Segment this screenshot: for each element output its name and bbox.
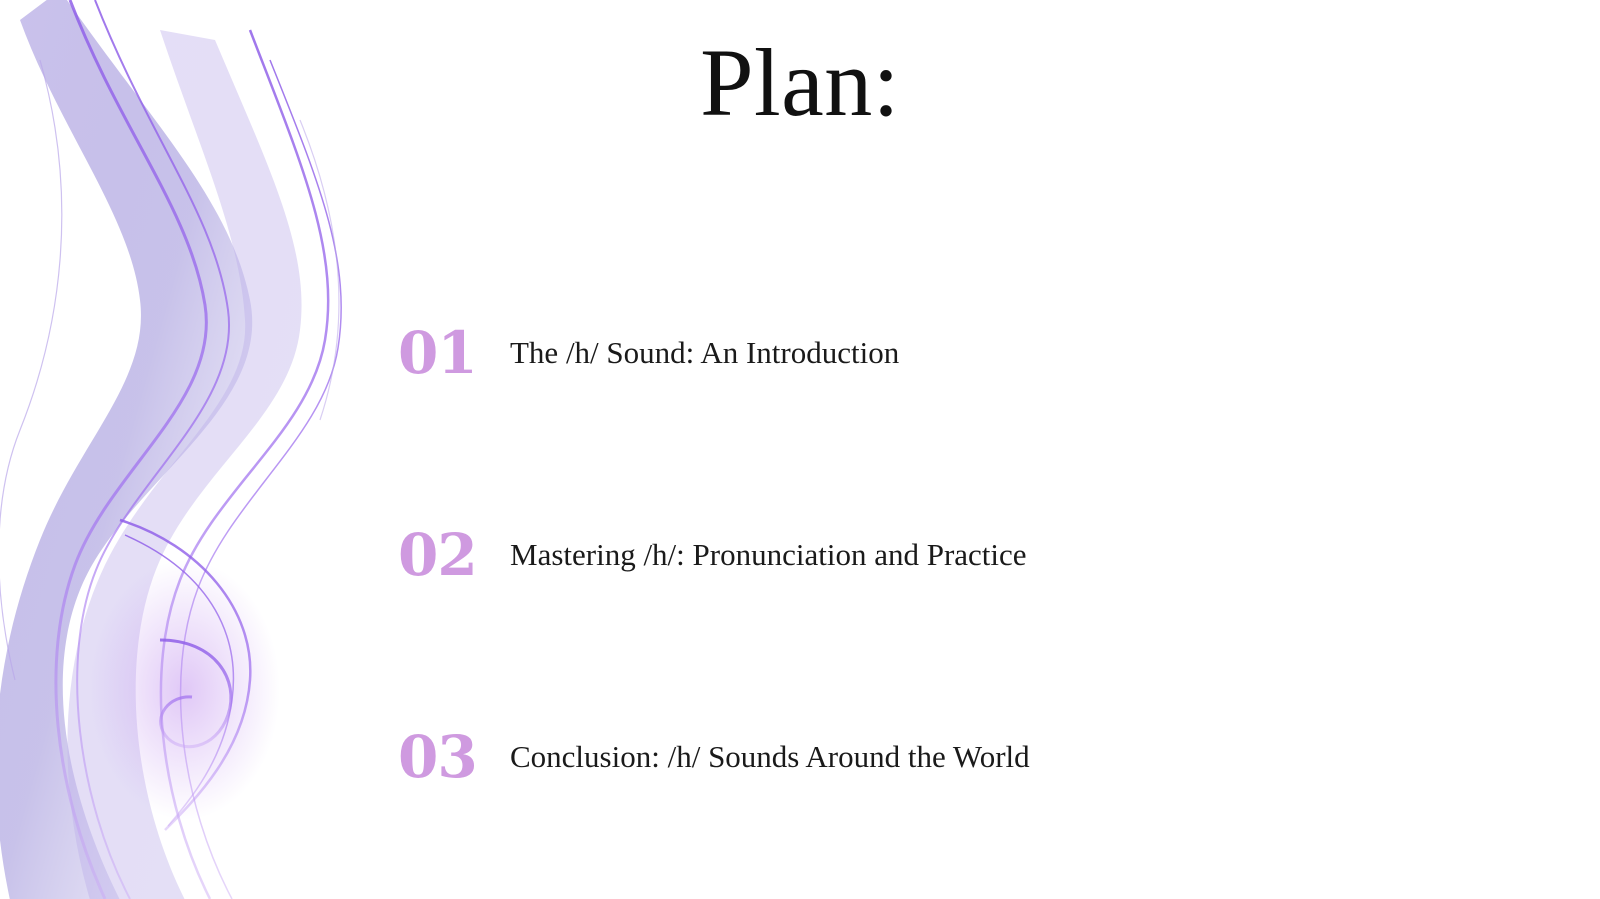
agenda-list bbox=[398, 252, 1498, 858]
list-item bbox=[398, 656, 1498, 858]
list-item bbox=[398, 252, 1498, 454]
list-item-label: Mastering /h/: Pronunciation and Practice bbox=[510, 536, 1027, 572]
list-item-label: Conclusion: /h/ Sounds Around the World bbox=[510, 738, 1030, 774]
list-item bbox=[398, 454, 1498, 656]
list-item-number: 01 bbox=[398, 319, 477, 387]
list-item-number: 02 bbox=[398, 521, 477, 589]
list-item-number: 03 bbox=[398, 723, 477, 791]
list-item-label: The /h/ Sound: An Introduction bbox=[510, 334, 900, 370]
page-title: Plan: bbox=[700, 29, 900, 136]
